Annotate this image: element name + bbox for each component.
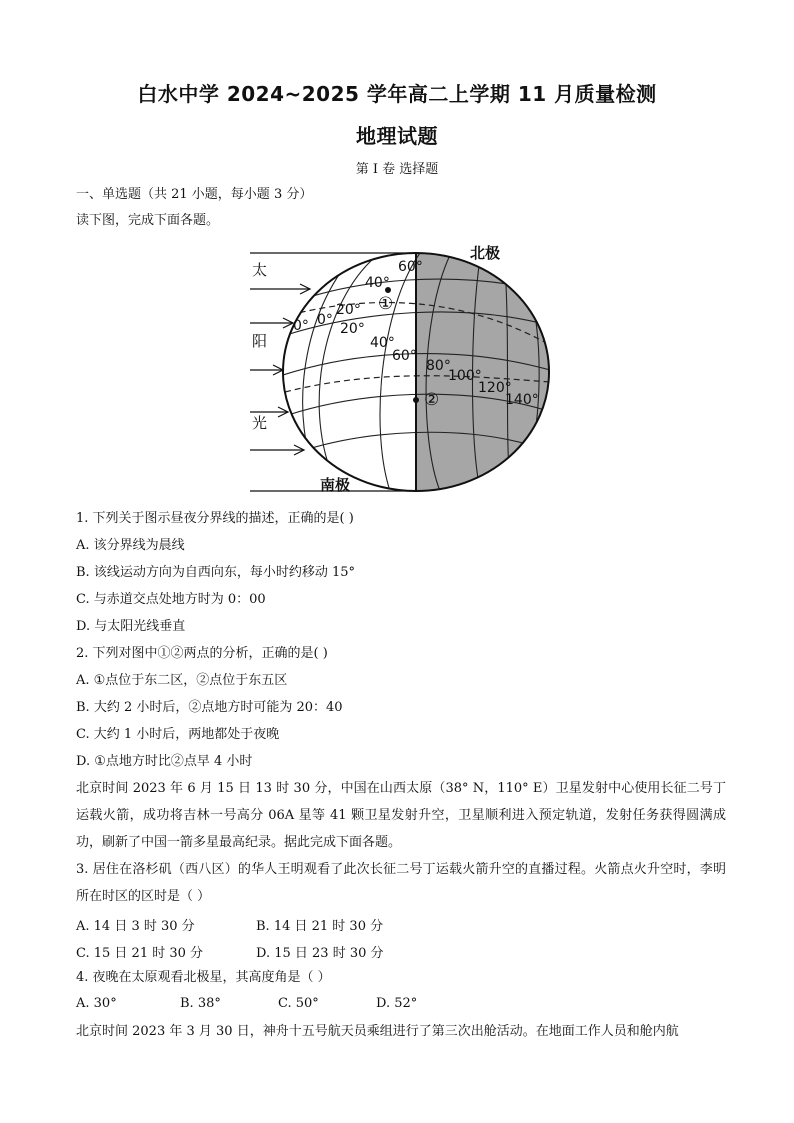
lat-0-a: 0° [293,318,309,334]
q1-option-c: C. 与赤道交点处地方时为 0：00 [76,592,266,607]
q4-option-a: A. 30° [76,996,117,1011]
lon-120: 120° [478,380,512,396]
point-2-label: ② [424,390,440,410]
point-1-label: ① [378,294,394,314]
q4-option-c: C. 50° [278,996,319,1011]
q1-option-b: B. 该线运动方向为自西向东，每小时约移动 15° [76,565,355,580]
globe-figure [240,238,560,500]
lon-100: 100° [448,368,482,384]
q3-option-c: C. 15 日 21 时 30 分 [76,946,204,961]
q2-option-d: D. ①点地方时比②点早 4 小时 [76,754,253,769]
q2-option-a: A. ①点位于东二区，②点位于东五区 [76,673,288,688]
q4-option-d: D. 52° [376,996,418,1011]
q2-option-c: C. 大约 1 小时后，两地都处于夜晚 [76,727,280,742]
lat-0-b: 0° [317,312,333,328]
q2-stem: 2. 下列对图中①②两点的分析，正确的是( ) [76,646,328,661]
lat-60-top: 60° [398,259,423,275]
sun-rays [250,253,416,491]
lon-80: 80° [426,358,451,374]
sun-label-1: 太 [252,261,268,279]
q3-option-d: D. 15 日 23 时 30 分 [256,946,384,961]
q1-stem: 1. 下列关于图示昼夜分界线的描述，正确的是( ) [76,511,354,526]
volume-label: 第 I 卷 选择题 [355,162,439,177]
section-heading: 一、单选题（共 21 小题，每小题 3 分） [76,187,313,202]
subject-title: 地理试题 [356,124,438,148]
sun-label-2: 阳 [252,332,268,350]
q3-stem: 3. 居住在洛杉矶（西八区）的华人王明观看了此次长征二号丁运载火箭升空的直播过程。火箭点火升空时，李明所在时区的区时是（ ） [76,862,726,904]
sun-label-3: 光 [252,414,268,432]
q4-stem: 4. 夜晚在太原观看北极星，其高度角是（ ） [76,970,331,985]
lon-140: 140° [505,392,539,408]
material-paragraph-2: 北京时间 2023 年 6 月 15 日 13 时 30 分，中国在山西太原（38° N，110° E）卫星发射中心使用长征二号丁运载火箭，成功将吉林一号高分 06A 星等 41 颗卫星发射升空，卫星顺利进入预定轨道，发射任务获得圆满成功，刷新了中国一箭多星最高纪录。据此完成下面各题。 [76,781,726,850]
lat-20-b: 20° [340,321,365,337]
q1-option-d: D. 与太阳光线垂直 [76,619,186,634]
q2-option-b: B. 大约 2 小时后，②点地方时可能为 20：40 [76,700,343,715]
lat-40-b: 40° [370,335,395,351]
exam-title: 白水中学 2024~2025 学年高二上学期 11 月质量检测 [137,82,657,106]
q4-option-b: B. 38° [180,996,221,1011]
q1-option-a: A. 该分界线为晨线 [76,538,185,553]
lat-40: 40° [365,275,390,291]
north-pole-label: 北极 [470,244,501,262]
q3-option-a: A. 14 日 3 时 30 分 [76,919,195,934]
lat-60-b: 60° [392,348,417,364]
point-2-dot [413,397,419,403]
material-paragraph-3: 北京时间 2023 年 3 月 30 日，神舟十五号航天员乘组进行了第三次出舱活动。在地面工作人员和舱内航 [76,1024,679,1039]
q3-option-b: B. 14 日 21 时 30 分 [256,919,384,934]
section-intro: 读下图，完成下面各题。 [76,213,220,228]
lat-20-left: 20° [336,302,361,318]
south-pole-label: 南极 [320,476,351,494]
